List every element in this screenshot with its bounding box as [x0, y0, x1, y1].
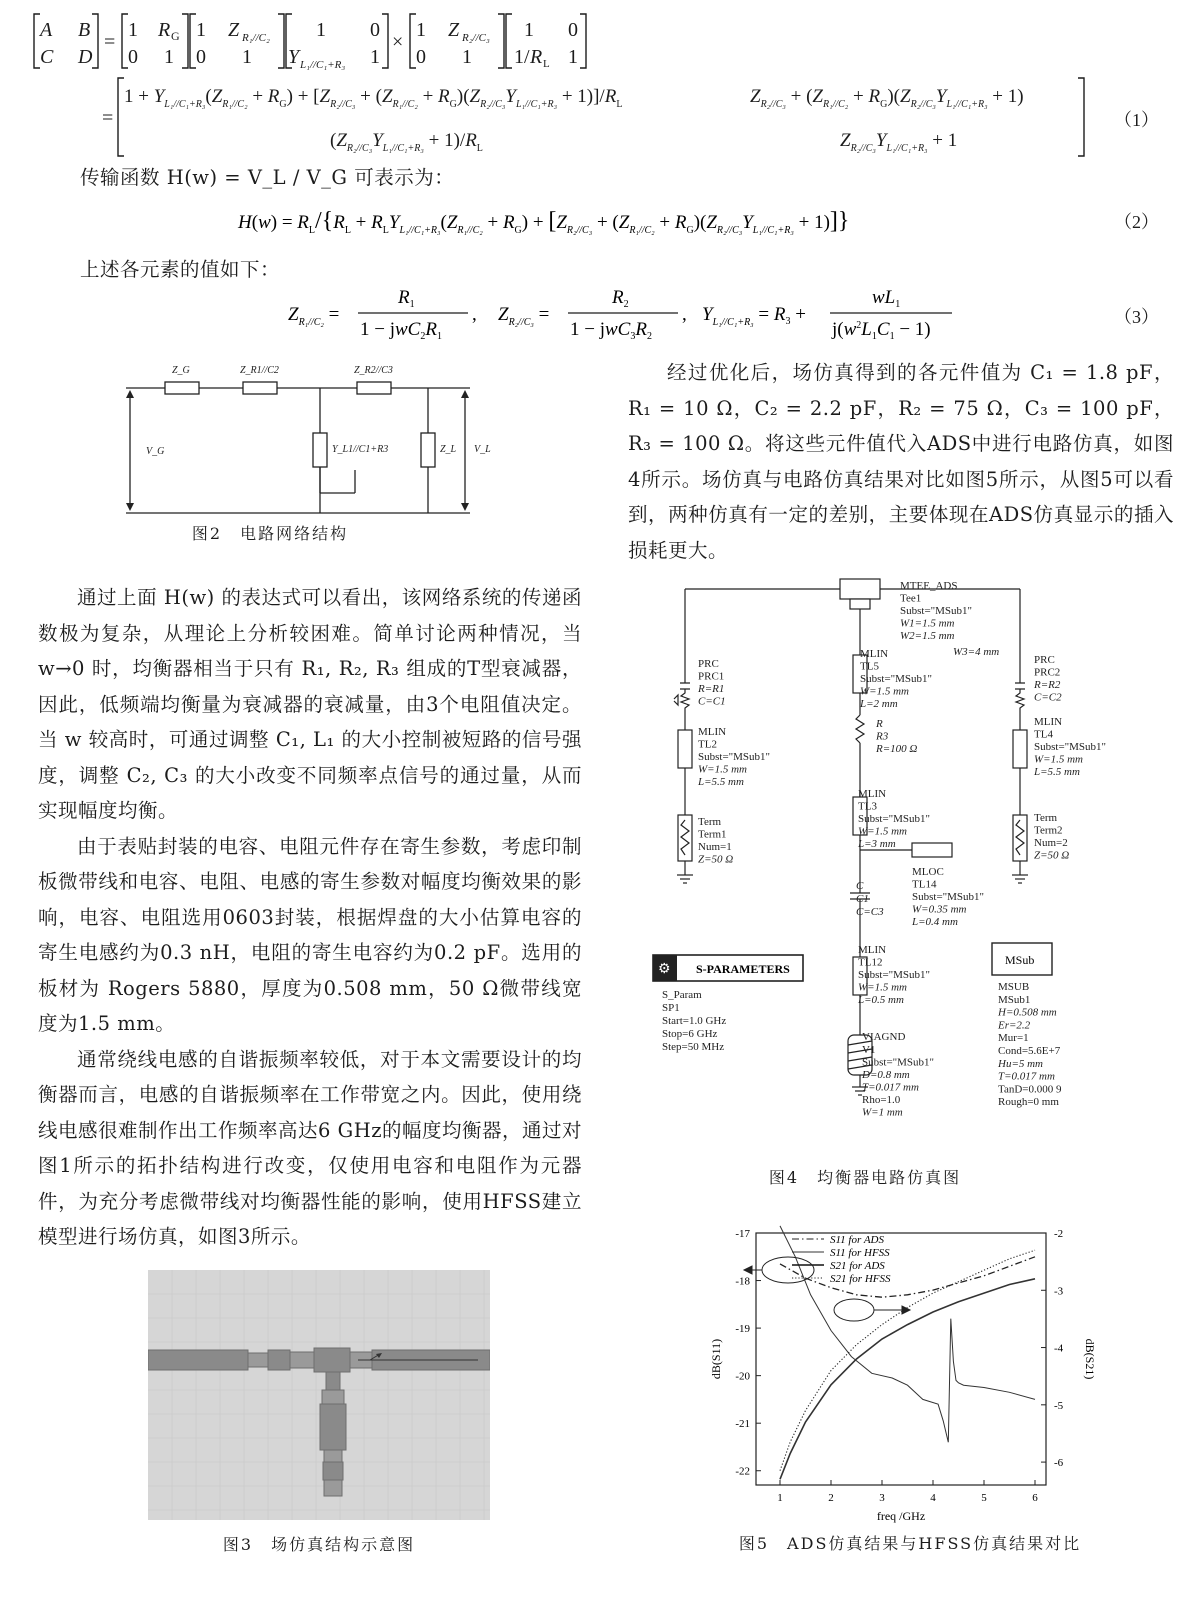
msub-1: MSub1 — [998, 993, 1031, 1006]
svg-text:0: 0 — [128, 46, 138, 68]
ads-schematic — [650, 575, 1170, 1145]
y-left-tick-label-2: -19 — [735, 1323, 750, 1336]
y-right-tick-label-0: -2 — [1054, 1228, 1064, 1240]
svg-text:,: , — [472, 304, 477, 325]
prc1-2: R=R1 — [698, 683, 725, 695]
via-4: T=0.017 mm — [862, 1081, 919, 1094]
term1-2: Num=1 — [698, 841, 732, 853]
term2-3: Z=50 Ω — [1034, 849, 1070, 862]
svg-text:1: 1 — [196, 19, 206, 41]
tl12-1: TL12 — [858, 956, 883, 969]
svg-text:1 + YL₁//C₁+R₃(ZR₁//C₂ + RG) +: $1 + Y_{L_1//C_1+R_3}(Z_{R_1//C_2} + R_G) + [Z_{R_2//C_3} + (Z_{R_1//C_2} + R_G)(Z_{R_2//C_3}Y_{L_1//C_1+R_3} + 1)]/R_L$ — [124, 86, 623, 110]
msub-4: Mur=1 — [998, 1032, 1029, 1045]
figure-5-caption: 图5 ADS仿真结果与HFSS仿真结果对比 — [738, 1534, 1082, 1553]
svg-text:PRCPRC1R=R1C=C1 — [697, 658, 726, 708]
svg-text:R: R — [530, 46, 543, 68]
prc1-0: PRC — [698, 658, 719, 670]
svg-text:MLINTL12Subst="MSub1"W=1.5 mmL — [857, 944, 930, 1006]
y-left-tick-label-3: -20 — [735, 1370, 750, 1383]
left-column — [38, 580, 582, 1255]
sparam-chart — [700, 1225, 1120, 1525]
left-paragraph-1: 通过上面 H(w) 的表达式可以看出，该网络系统的传递函数极为复杂，从理论上分析较困难。简单讨论两种情况，当 w→0 时，均衡器相当于只有 R₁, R₂, R₃ 组成的T型衰减器，因此，低频端均衡量为衰减器的衰减量，由3个电阻值决定。当 w 较高时，可通过调整 C₁, L₁ 的大小控制被短路的信号强度，调整 C₂, C₃ 的大小改变不同频率点信号的通过量，从而实现幅度均衡。 — [38, 586, 582, 822]
tee-1: Tee1 — [900, 592, 922, 605]
svg-text:ZR₂//C₃YL₁//C₁+R₃ + 1: $Z_{R_2//C_3}Y_{L_1//C_1+R_3} + 1$ — [840, 130, 958, 154]
msub-title: MSub — [1005, 953, 1035, 967]
svg-text:A: A — [40, 19, 53, 41]
svg-text:H(w) = RL/{RL + RLYL₁//C₁+R₃(Z: $H(w) = R_L/\{R_L + R_LY_{L_1//C_1+R_3}(Z_{R_1//C_2} + R_G) + [Z_{R_2//C_3} + (Z_{R_1//C_2} + R_G)(Z_{R_2//C_3}Y_{L_1//C_1+R_3} + 1)]\}$ — [238, 208, 850, 236]
transfer-function-intro: 传输函数 H(w) = V_L / V_G 可表示为： — [80, 166, 455, 189]
prc1-1: PRC1 — [698, 670, 725, 683]
via-3: D=0.8 mm — [862, 1069, 910, 1081]
label-z2: Z_R2//C3 — [354, 365, 393, 376]
figure-3-caption: 图3 场仿真结构示意图 — [222, 1535, 416, 1554]
sparam-2: Start=1.0 GHz — [662, 1015, 727, 1027]
c-1: C1 — [856, 893, 869, 905]
tl14-4: L=0.4 mm — [912, 916, 958, 928]
svg-text:CC1C=C3 — [856, 880, 884, 918]
tl5-0: MLIN — [860, 648, 889, 660]
svg-text:D: D — [78, 46, 93, 68]
y-left-tick-label-5: -22 — [735, 1465, 750, 1478]
sparam-1: SP1 — [662, 1002, 680, 1014]
svg-text:MLOCTL14Subst="MSub1"W=0.35 mm — [911, 866, 984, 928]
label-z1: Z_R1//C2 — [240, 365, 279, 376]
svg-text:MSUBMSub1H=0.508 mmEr=2.2Mur=1 — [997, 981, 1062, 1108]
term2-1: Term2 — [1034, 824, 1063, 837]
msub-8: TanD=0.000 9 — [998, 1083, 1062, 1096]
x-axis-label: freq /GHz — [876, 1509, 926, 1523]
svg-text:TermTerm2Num=2Z=50 Ω — [1034, 812, 1069, 862]
network-diagram — [110, 358, 530, 518]
tee-4: W2=1.5 mm — [900, 630, 955, 642]
y-left-label: dB(S11) — [709, 1338, 723, 1380]
svg-text:1: 1 — [416, 19, 426, 41]
svg-text:1: 1 — [568, 46, 578, 68]
y-right-tick-label-4: -6 — [1054, 1457, 1064, 1470]
tl12-0: MLIN — [858, 944, 887, 956]
legend-label-2: S21 for ADS — [830, 1260, 885, 1272]
x-tick-label-4: 5 — [981, 1492, 987, 1504]
tl3-4: L=3 mm — [858, 838, 896, 850]
r-0: R — [876, 718, 883, 730]
equation-2-number: （2） — [1114, 212, 1159, 232]
svg-text:PRCPRC2R=R2C=C2 — [1033, 654, 1062, 704]
figure-3 — [148, 1270, 490, 1570]
y-left-tick-label-4: -21 — [735, 1418, 750, 1431]
msub-6: Hu=5 mm — [998, 1057, 1044, 1070]
right-paragraph — [628, 355, 1174, 568]
equation-2 — [30, 198, 1180, 248]
legend-label-3: S21 for HFSS — [830, 1273, 891, 1285]
msub-5: Cond=5.6E+7 — [998, 1045, 1061, 1057]
svg-text:,: , — [682, 304, 687, 325]
values-intro: 上述各元素的值如下： — [80, 258, 281, 281]
svg-text:RR3R=100 Ω — [875, 718, 917, 755]
svg-text:×: × — [392, 31, 404, 53]
svg-text:B: B — [78, 19, 91, 41]
y-left-tick-label-1: -18 — [735, 1275, 750, 1288]
svg-text:S_ParamSP1Start=1.0 GHzStop=6 — [662, 989, 726, 1053]
label-vg: V_G — [146, 446, 165, 457]
svg-text:1/: 1/ — [514, 46, 530, 68]
svg-text:ZR₂//C₃ + (ZR₁//C₂ + RG)(ZR₂//: $Z_{R_2//C_3} + (Z_{R_1//C_2} + R_G)(Z_{R_2//C_3}Y_{L_1//C_1+R_3} + 1)$ — [750, 86, 1024, 110]
sparam-title: S-PARAMETERS — [696, 962, 790, 976]
svg-text:MLINTL3Subst="MSub1"W=1.5 mmL= — [857, 788, 930, 850]
svg-text:1: 1 — [524, 19, 534, 41]
svg-text:R2: $R_2$ — [612, 287, 629, 310]
y-right-tick-label-3: -5 — [1054, 1399, 1064, 1412]
via-2: Subst="MSub1" — [862, 1056, 935, 1069]
equation-2-render — [30, 198, 1180, 248]
sparam-4: Step=50 MHz — [662, 1041, 725, 1053]
svg-text:=: = — [104, 31, 116, 53]
term1-1: Term1 — [698, 828, 727, 841]
right-paragraph-text: 经过优化后，场仿真得到的各元件值为 C₁ = 1.8 pF，R₁ = 10 Ω，C₂ = 2.2 pF，R₂ = 75 Ω，C₃ = 100 pF，R₃ = 100 Ω。将这些元件值代入ADS中进行电路仿真，如图4所示。场仿真与电路仿真结果对比如图5所示，从图5可以看到，两种仿真有一定的差别，主要体现在ADS仿真显示的插入损耗更大。 — [628, 361, 1174, 562]
tl4-4: L=5.5 mm — [1034, 766, 1080, 778]
tl5-3: W=1.5 mm — [860, 685, 909, 698]
label-vl: V_L — [474, 444, 491, 455]
y-left-tick-label-0: -17 — [735, 1228, 750, 1240]
svg-text:wL1: $wL_1$ — [872, 287, 901, 310]
r-2: R=100 Ω — [876, 743, 918, 755]
svg-text:R₁//C₂: R₁//C₂ — [242, 32, 270, 44]
svg-text:L₁//C₁+R₃: L₁//C₁+R₃ — [300, 59, 346, 71]
svg-text:Z: Z — [448, 19, 460, 41]
tl2-0: MLIN — [698, 726, 727, 738]
svg-text:(ZR₂//C₃YL₁//C₁+R₃ + 1)/RL: $(Z_{R_2//C_3}Y_{L_1//C_1+R_3} + 1)/R_L$ — [330, 130, 483, 154]
y-right-tick-label-2: -4 — [1054, 1342, 1064, 1355]
equation-1 — [30, 6, 1180, 166]
tl5-1: TL5 — [860, 660, 879, 673]
svg-text:V1Subst="MSub1"D=0.8 mmT=0.017 — [861, 1044, 934, 1119]
prc2-2: R=R2 — [1034, 679, 1061, 691]
svg-text:MLINTL2Subst="MSub1"W=1.5 mmL= — [697, 726, 770, 788]
svg-text:ZR₁//C₂ =: $Z_{R_1//C_2}$ = — [288, 304, 340, 328]
tl4-2: Subst="MSub1" — [1034, 741, 1107, 753]
svg-text:R: R — [158, 19, 171, 41]
y-right-tick-label-1: -3 — [1054, 1285, 1064, 1298]
via-6: W=1 mm — [862, 1106, 903, 1119]
svg-text:MLINTL4Subst="MSub1"W=1.5 mmL= — [1033, 716, 1106, 778]
svg-text:0: 0 — [416, 46, 426, 68]
svg-text:1 − jwC2R1: $1 - jwC_2R_1$ — [360, 319, 442, 342]
svg-text:⚙: ⚙ — [658, 962, 671, 977]
svg-text:=: = — [102, 107, 114, 129]
equation-1-render — [30, 6, 1180, 166]
x-tick-label-0: 1 — [777, 1492, 783, 1504]
label-zl: Z_L — [440, 444, 457, 455]
left-paragraph-3: 通常绕线电感的自谐振频率较低，对于本文需要设计的均衡器而言，电感的自谐振频率在工作带宽之内。因此，使用绕线电感很难制作出工作频率高达6 GHz的幅度均衡器，通过对图1所示的拓扑结构进行改变，仅使用电容和电阻作为元器件，为充分考虑微带线对均衡器性能的影响，使用HFSS建立模型进行场仿真，如图3所示。 — [38, 1047, 582, 1248]
tl14-3: W=0.35 mm — [912, 903, 967, 916]
c-0: C — [856, 880, 864, 892]
tl3-3: W=1.5 mm — [858, 825, 907, 838]
svg-text:0: 0 — [370, 19, 380, 41]
tl12-2: Subst="MSub1" — [858, 969, 931, 981]
tl4-3: W=1.5 mm — [1034, 753, 1083, 766]
r-1: R3 — [876, 730, 889, 743]
svg-text:YL₁//C₁+R₃ = R3 +: $Y_{L_1//C_1+R_3} = R_3$ + — [702, 304, 806, 328]
sparam-0: S_Param — [662, 989, 702, 1001]
svg-text:1 − jwC3R2: $1 - jwC_3R_2$ — [570, 319, 652, 342]
tl3-0: MLIN — [858, 788, 887, 800]
legend-label-0: S11 for ADS — [830, 1234, 884, 1246]
via-0: VIAGND — [862, 1031, 906, 1043]
equation-1-number: （1） — [1114, 110, 1159, 130]
msub-3: Er=2.2 — [998, 1019, 1031, 1032]
figure-2 — [110, 358, 530, 558]
figure-4-caption: 图4 均衡器电路仿真图 — [768, 1168, 962, 1187]
label-y: Y_L1//C1+R3 — [332, 444, 389, 455]
tl14-1: TL14 — [912, 878, 937, 891]
x-tick-label-1: 2 — [828, 1492, 834, 1504]
tee-5: W3=4 mm — [953, 646, 1000, 658]
svg-text:R1: $R_1$ — [398, 287, 415, 310]
svg-text:1: 1 — [128, 19, 138, 41]
svg-text:1: 1 — [370, 46, 380, 68]
svg-text:Y: Y — [288, 46, 300, 68]
svg-text:0: 0 — [568, 19, 578, 41]
svg-text:TermTerm1Num=1Z=50 Ω — [698, 816, 733, 866]
msub-9: Rough=0 mm — [998, 1096, 1059, 1109]
tl14-0: MLOC — [912, 866, 944, 878]
term1-0: Term — [698, 816, 722, 828]
svg-text:L: L — [543, 58, 550, 70]
svg-text:C: C — [40, 46, 54, 68]
term2-0: Term — [1034, 812, 1058, 824]
svg-text:j(w2L1C1 − 1): $j(w^2L_1C_1 - 1)$ — [832, 319, 931, 342]
tee-2: Subst="MSub1" — [900, 605, 973, 617]
svg-text:Z: Z — [228, 19, 240, 41]
tl12-4: L=0.5 mm — [858, 994, 904, 1006]
tl3-1: TL3 — [858, 800, 877, 813]
x-tick-label-3: 4 — [930, 1492, 936, 1504]
msub-0: MSUB — [998, 981, 1030, 993]
svg-text:1: 1 — [462, 46, 472, 68]
term1-3: Z=50 Ω — [698, 853, 734, 866]
tl2-2: Subst="MSub1" — [698, 751, 771, 763]
prc1-3: C=C1 — [698, 695, 726, 708]
svg-text:R₂//C₃: R₂//C₃ — [462, 32, 490, 44]
svg-text:MLINTL5Subst="MSub1"W=1.5 mmL= — [859, 648, 932, 710]
tl2-1: TL2 — [698, 738, 717, 751]
sparam-3: Stop=6 GHz — [662, 1028, 718, 1040]
svg-text:1: 1 — [316, 19, 326, 41]
term2-2: Num=2 — [1034, 837, 1068, 849]
prc2-1: PRC2 — [1034, 666, 1061, 679]
tl5-4: L=2 mm — [860, 698, 898, 710]
tl3-2: Subst="MSub1" — [858, 813, 931, 825]
tl4-0: MLIN — [1034, 716, 1063, 728]
tl5-2: Subst="MSub1" — [860, 673, 933, 685]
tl4-1: TL4 — [1034, 728, 1053, 741]
tl2-3: W=1.5 mm — [698, 763, 747, 776]
hfss-model-image — [148, 1270, 490, 1520]
svg-text:G: G — [171, 29, 180, 43]
equation-3-render — [30, 283, 1180, 345]
legend-label-1: S11 for HFSS — [830, 1247, 890, 1259]
svg-text:1: 1 — [164, 46, 174, 68]
tl14-2: Subst="MSub1" — [912, 891, 985, 903]
equation-3-number: （3） — [1114, 307, 1159, 327]
tee-0: MTEE_ADS — [900, 580, 958, 592]
tl2-4: L=5.5 mm — [698, 776, 744, 788]
y-right-label: dB(S21) — [1083, 1338, 1097, 1380]
tl12-3: W=1.5 mm — [858, 981, 907, 994]
prc2-3: C=C2 — [1034, 691, 1062, 704]
msub-7: T=0.017 mm — [998, 1070, 1055, 1083]
svg-text:1: 1 — [242, 46, 252, 68]
tee-3: W1=1.5 mm — [900, 617, 955, 630]
figure-4 — [650, 575, 1170, 1195]
svg-text:ZR₂//C₃ =: $Z_{R_2//C_3}$ = — [498, 304, 550, 328]
c-2: C=C3 — [856, 906, 884, 918]
msub-2: H=0.508 mm — [998, 1006, 1057, 1019]
plot-frame — [756, 1233, 1046, 1485]
equation-3 — [30, 283, 1180, 345]
figure-5 — [700, 1225, 1170, 1555]
x-tick-label-2: 3 — [879, 1492, 885, 1504]
label-zg: Z_G — [172, 365, 190, 376]
svg-text:VIAGND — [862, 1031, 905, 1043]
x-tick-label-5: 6 — [1032, 1492, 1038, 1504]
left-paragraph-2: 由于表贴封装的电容、电阻元件存在寄生参数，考虑印制板微带线和电容、电阻、电感的寄生参数对幅度均衡效果的影响，电容、电阻选用0603封装，根据焊盘的大小估算电容的寄生电感约为0.3 nH，电阻的寄生电容约为0.2 pF。选用的板材为 Rogers 5880，厚度为0.508 mm，50 Ω微带线宽度为1.5 mm。 — [38, 834, 582, 1035]
via-1: V1 — [862, 1044, 876, 1056]
svg-text:0: 0 — [196, 46, 206, 68]
via-5: Rho=1.0 — [862, 1094, 901, 1106]
figure-2-caption: 图2 电路网络结构 — [191, 524, 349, 543]
prc2-0: PRC — [1034, 654, 1055, 666]
